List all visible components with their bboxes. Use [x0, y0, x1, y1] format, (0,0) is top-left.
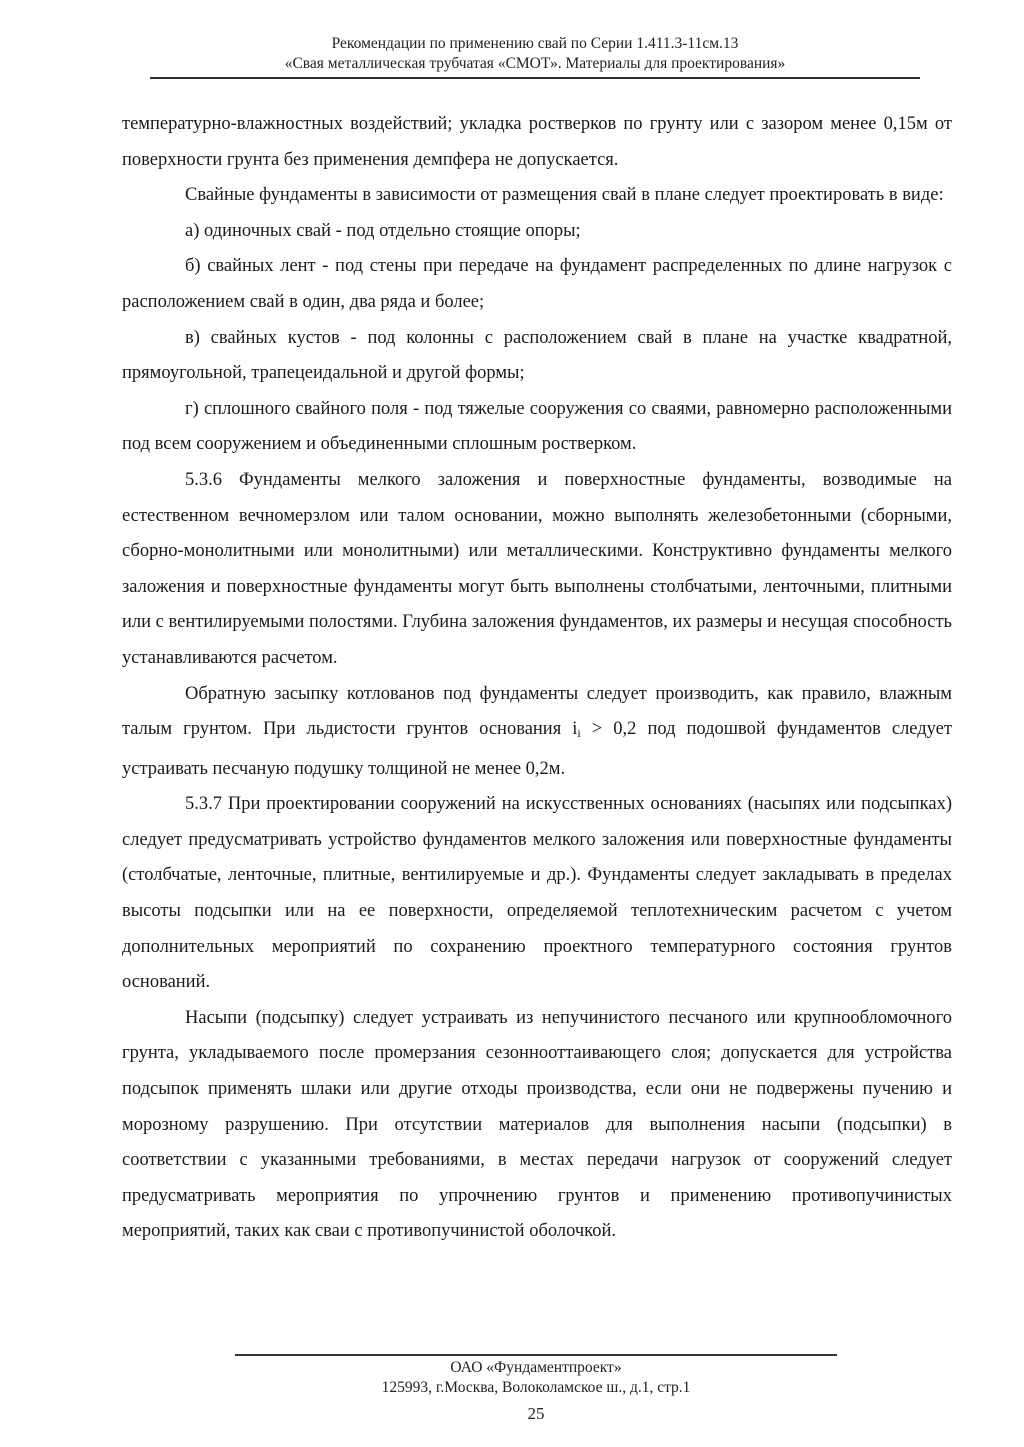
footer-organization: ОАО «Фундаментпроект»	[450, 1359, 622, 1376]
header-line-1: Рекомендации по применению свай по Серии 1.411.3-11см.13	[331, 35, 739, 52]
page-footer	[235, 1358, 837, 1398]
list-item-a: а) одиночных свай - под отдельно стоящие опоры;	[185, 220, 581, 241]
list-item-b: б) свайных лент - под стены при передаче на фундамент распределенных по длине нагрузок с расположением свай в один, два ряда и более;	[122, 256, 952, 312]
list-item-v: в) свайных кустов - под колонны с расположением свай в плане на участке квадратной, прямоугольной, трапецеидальной и другой формы;	[122, 327, 952, 384]
footer-divider	[235, 1354, 837, 1356]
footer-address: 125993, г.Москва, Волоколамское ш., д.1, стр.1	[381, 1379, 691, 1396]
page-number: 25	[527, 1404, 545, 1423]
ice-content-subscript: i	[577, 726, 581, 741]
paragraph-backfill	[122, 677, 952, 788]
paragraph-pile-foundations: Свайные фундаменты в зависимости от размещения свай в плане следует проектировать в виде:	[185, 185, 944, 206]
page-header	[150, 34, 920, 74]
list-item-g: г) сплошного свайного поля - под тяжелые сооружения со сваями, равномерно расположенными под всем сооружением и объединенными сплошным ростверком.	[122, 398, 952, 455]
header-divider	[150, 77, 920, 79]
backfill-text-end: > 0,2 под подошвой фундаментов следует устраивать песчаную подушку толщиной не менее 0,2м.	[122, 719, 952, 779]
section-5-3-6: 5.3.6 Фундаменты мелкого заложения и поверхностные фундаменты, возводимые на естественном вечномерзлом или талом основании, можно выполнять железобетонными (сборными, сборно-монолитными или монолитными) или металлическими. Конструктивно фундаменты мелкого заложения и поверхностные фундаменты могут быть выполнены столбчатыми, ленточными, плитными или с вентилируемыми полостями. Глубина заложения фундаментов, их размеры и несущая способность устанавливаются расчетом.	[122, 469, 952, 668]
paragraph-continuation: температурно-влажностных воздействий; укладка ростверков по грунту или с зазором менее 0,15м от поверхности грунта без применения демпфера не допускается.	[122, 114, 952, 170]
backfill-text-start: Обратную засыпку котлованов под фундаменты следует производить, как правило, влажным талым грунтом. При льдистости грунтов основания i	[122, 683, 952, 740]
section-5-3-7: 5.3.7 При проектировании сооружений на искусственных основаниях (насыпях или подсыпках) следует предусматривать устройство фундаментов мелкого заложения или поверхностные фундаменты (столбчатые, ленточные, плитные, вентилируемые и др.). Фундаменты следует закладывать в пределах высоты подсыпки или на ее поверхности, определяемой теплотехническим расчетом с учетом дополнительных мероприятий по сохранению проектного температурного состояния грунтов оснований.	[122, 794, 952, 993]
document-body	[122, 107, 952, 1250]
header-line-2: «Свая металлическая трубчатая «СМОТ». Материалы для проектирования»	[284, 55, 786, 72]
paragraph-embankment: Насыпи (подсыпку) следует устраивать из непучинистого песчаного или крупнообломочного грунта, укладываемого после промерзания сезоннооттаивающего слоя; допускается для устройства подсыпок применять шлаки или другие отходы производства, если они не подвержены пучению и морозному разрушению. При отсутствии материалов для выполнения насыпи (подсыпки) в соответствии с указанными требованиями, в местах передачи нагрузок от сооружений следует предусматривать мероприятия по упрочнению грунтов и применению противопучинистых мероприятий, таких как сваи с противопучинистой оболочкой.	[122, 1007, 952, 1242]
